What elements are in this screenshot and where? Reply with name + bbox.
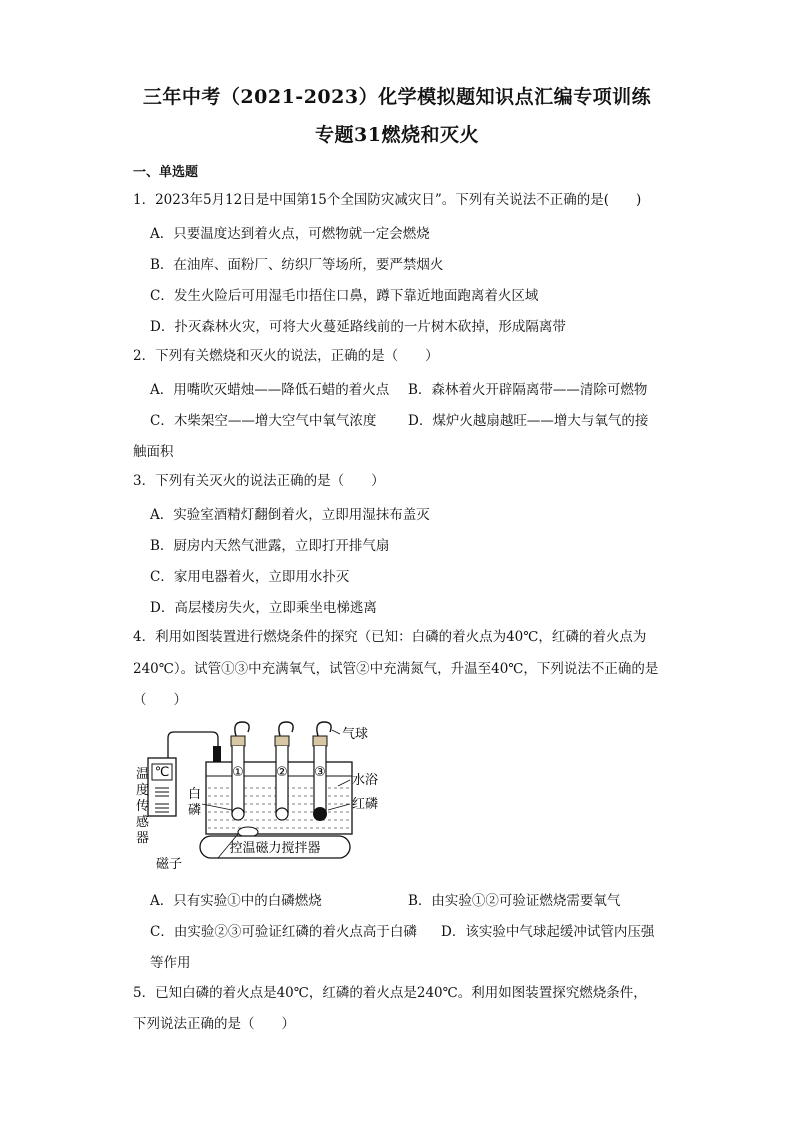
red-phosphorus-sample	[313, 807, 327, 821]
question-4-option-b: B．由实验①②可验证燃烧需要氧气	[408, 893, 621, 909]
question-4-stem-line2: 240℃）。试管①③中充满氧气，试管②中充满氮气，升温至40℃，下列说法不正确的是	[133, 661, 659, 677]
question-1-option-c: C．发生火险后可用湿毛巾捂住口鼻，蹲下靠近地面跑离着火区域	[150, 288, 539, 304]
apparatus-figure	[128, 718, 398, 878]
tube-label-1: ①	[232, 765, 244, 780]
balloon-label: 气球	[342, 727, 369, 742]
question-2-option-d-cont: 触面积	[133, 444, 174, 460]
question-3-option-c: C．家用电器着火，立即用水扑灭	[150, 569, 350, 585]
sensor-cable	[168, 732, 218, 758]
sensor-unit-label: ℃	[154, 765, 170, 780]
question-3-option-d: D．高层楼房失火，立即乘坐电梯逃离	[150, 600, 377, 616]
question-4-stem-line3: （ ）	[133, 692, 187, 708]
sensor-label-3: 传	[136, 799, 150, 814]
question-1-option-b: B．在油库、面粉厂、纺织厂等场所，要严禁烟火	[150, 257, 444, 273]
document-title-line1: 三年中考（2021-2023）化学模拟题知识点汇编专项训练	[142, 86, 652, 108]
question-1-option-d: D．扑灭森林火灾，可将大火蔓延路线前的一片树木砍掉，形成隔离带	[150, 319, 566, 335]
sensor-label-4: 感	[136, 815, 150, 830]
stirrer-label: 控温磁力搅拌器	[229, 841, 321, 856]
tube-label-2: ②	[276, 765, 288, 780]
question-3-option-b: B．厨房内天然气泄露，立即打开排气扇	[150, 538, 390, 554]
question-4-option-c: C．由实验②③可验证红磷的着火点高于白磷	[150, 924, 417, 940]
question-4-option-d-cont: 等作用	[150, 955, 191, 971]
question-2-option-b: B．森林着火开辟隔离带——清除可燃物	[408, 382, 648, 398]
sensor-label-1: 温	[136, 767, 150, 782]
question-3-option-a: A．实验室酒精灯翻倒着火，立即用湿抹布盖灭	[150, 507, 430, 523]
tube-label-3: ③	[314, 765, 326, 780]
red-phosphorus-label: 红磷	[352, 797, 379, 812]
question-1-option-a: A．只要温度达到着火点，可燃物就一定会燃烧	[150, 226, 430, 242]
question-5-stem-line2: 下列说法正确的是（ ）	[133, 1016, 295, 1032]
water-bath-label: 水浴	[352, 773, 379, 788]
document-title-line2: 专题31燃烧和灭火	[315, 124, 479, 146]
question-2-stem: 2．下列有关燃烧和灭火的说法，正确的是（ ）	[133, 348, 439, 364]
white-phosphorus-label-2: 磷	[188, 803, 202, 818]
question-1-stem: 1．2023年5月12日是中国第15个全国防灾减灾日”。下列有关说法不正确的是( )	[133, 192, 642, 208]
question-5-stem-line1: 5．已知白磷的着火点是40℃，红磷的着火点是240℃。利用如图装置探究燃烧条件，	[133, 985, 647, 1001]
question-2-option-c: C．木柴架空——增大空气中氧气浓度	[150, 413, 377, 429]
question-3-stem: 3．下列有关灭火的说法正确的是（ ）	[133, 473, 385, 489]
sensor-label-5: 器	[136, 831, 150, 846]
sensor-label-2: 度	[136, 783, 150, 798]
white-phosphorus-label-1: 白	[188, 787, 202, 802]
question-2-option-a: A．用嘴吹灭蜡烛——降低石蜡的着火点	[150, 382, 390, 398]
question-4-option-d: D．该实验中气球起缓冲试管内压强	[441, 924, 655, 940]
section-heading: 一、单选题	[133, 165, 199, 180]
stir-bar-label: 磁子	[156, 857, 183, 872]
question-4-stem-line1: 4．利用如图装置进行燃烧条件的探究（已知：白磷的着火点为40℃，红磷的着火点为	[133, 629, 647, 645]
question-2-option-d: D．煤炉火越扇越旺——增大与氧气的接	[408, 413, 649, 429]
question-4-option-a: A．只有实验①中的白磷燃烧	[150, 893, 322, 909]
